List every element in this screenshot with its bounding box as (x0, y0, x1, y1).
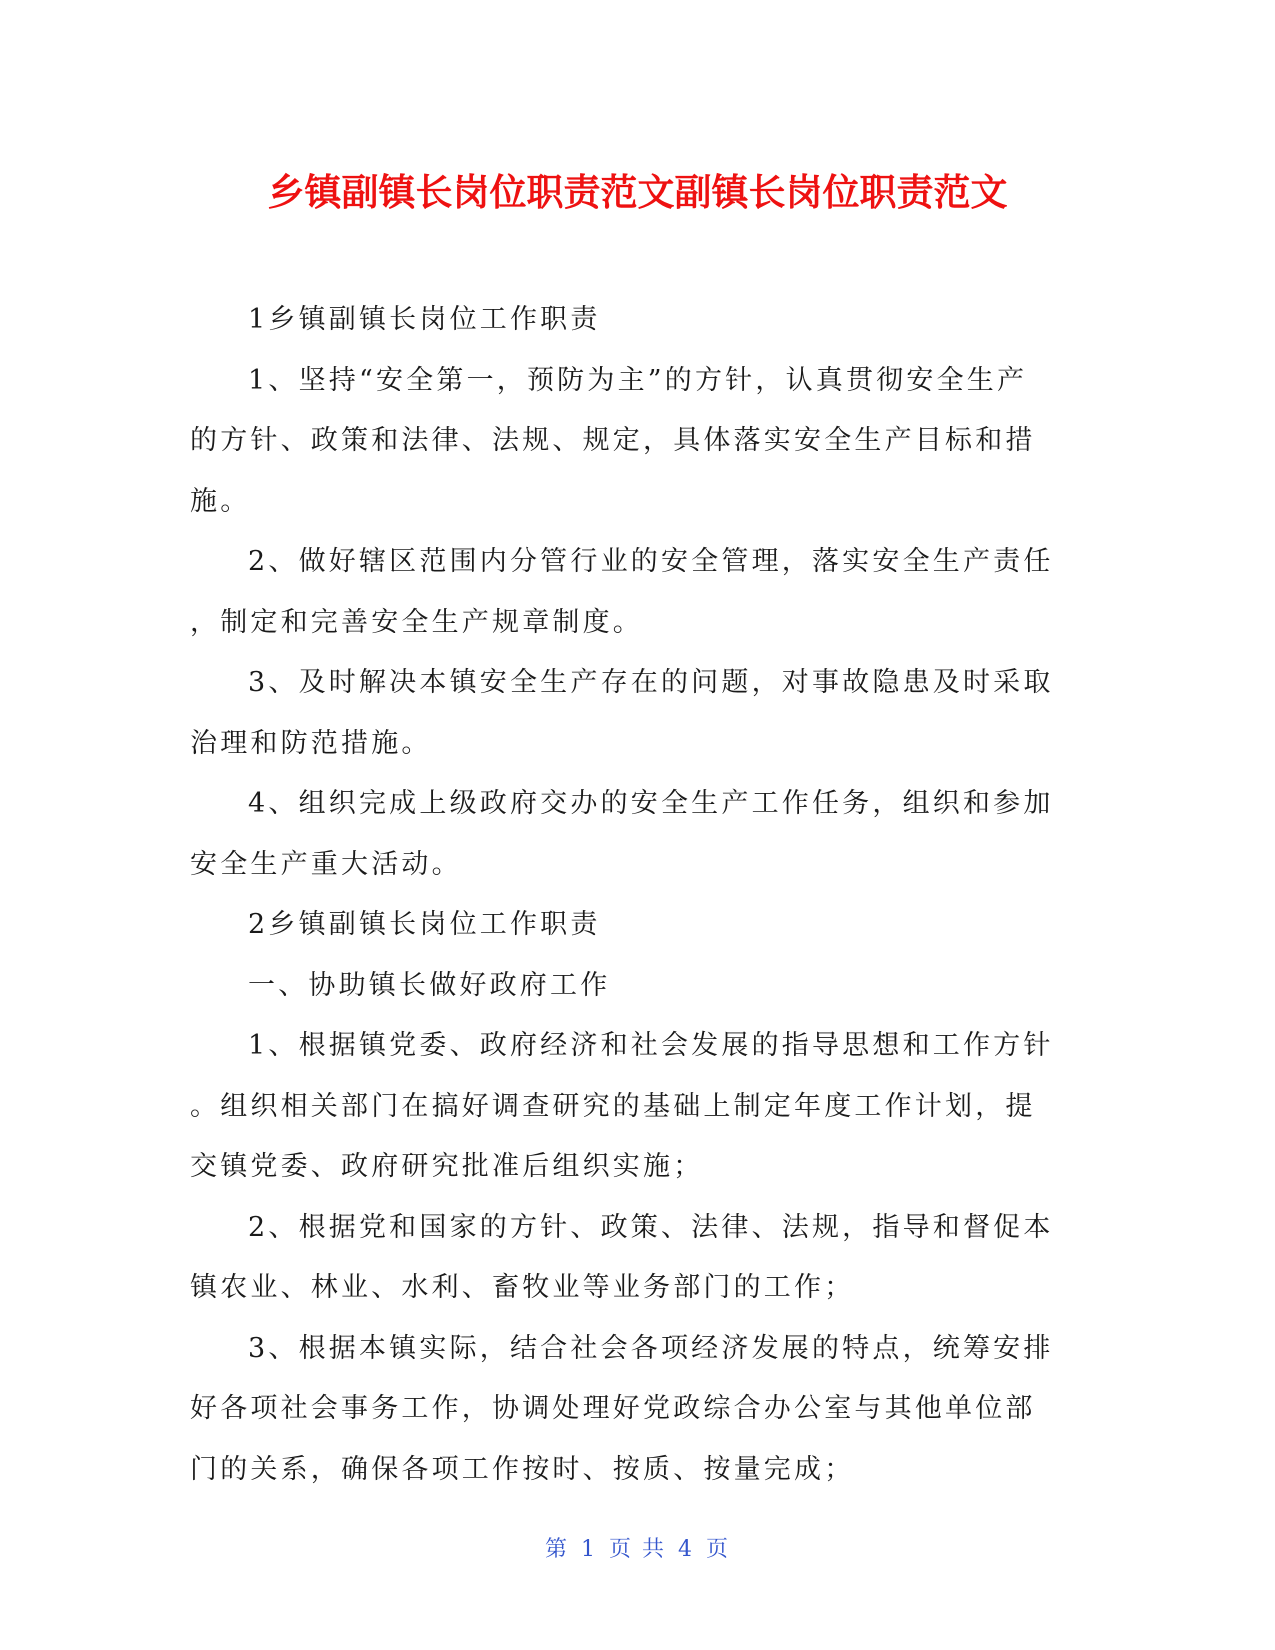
text-line: 3、根据本镇实际，结合社会各项经济发展的特点，统筹安排 (248, 1332, 1054, 1364)
text-line: 施。 (190, 485, 251, 517)
text-line: 一、协助镇长做好政府工作 (248, 969, 611, 1001)
text-line: 的方针、政策和法律、法规、规定，具体落实安全生产目标和措 (190, 425, 1036, 456)
text-line: 安全生产重大活动。 (190, 848, 462, 880)
text-line: 4、组织完成上级政府交办的安全生产工作任务，组织和参加 (248, 788, 1054, 819)
text-line: 1、根据镇党委、政府经济和社会发展的指导思想和工作方针 (248, 1030, 1054, 1061)
footer-prefix: 第 (544, 1537, 569, 1562)
text-line: 1乡镇副镇长岗位工作职责 (248, 304, 601, 335)
text-line: 。组织相关部门在搞好调查研究的基础上制定年度工作计划，提 (190, 1090, 1036, 1122)
text-line: 交镇党委、政府研究批准后组织实施； (190, 1151, 704, 1182)
text-line: 2乡镇副镇长岗位工作职责 (248, 909, 601, 940)
text-line: 好各项社会事务工作，协调处理好党政综合办公室与其他单位部 (190, 1393, 1036, 1424)
text-line: 2、做好辖区范围内分管行业的安全管理，落实安全生产责任 (248, 546, 1054, 577)
document-body (190, 290, 1075, 1500)
footer-middle: 页 共 (609, 1537, 666, 1562)
footer-suffix: 页 (706, 1537, 731, 1562)
text-line: 治理和防范措施。 (190, 727, 432, 759)
footer-total-pages: 4 (678, 1537, 694, 1562)
text-line: 3、及时解决本镇安全生产存在的问题，对事故隐患及时采取 (248, 667, 1054, 698)
document-title: 乡镇副镇长岗位职责范文副镇长岗位职责范文 (267, 171, 1008, 214)
footer-current-page: 1 (581, 1537, 597, 1562)
text-line: ，制定和完善安全生产规章制度。 (190, 606, 643, 638)
text-line: 镇农业、林业、水利、畜牧业等业务部门的工作； (190, 1272, 855, 1303)
page-footer (0, 1532, 1275, 1563)
text-line: 2、根据党和国家的方针、政策、法律、法规，指导和督促本 (248, 1211, 1054, 1243)
text-line: 1、坚持“安全第一，预防为主”的方针，认真贯彻安全生产 (248, 364, 1028, 396)
text-line: 门的关系，确保各项工作按时、按质、按量完成； (190, 1453, 855, 1485)
